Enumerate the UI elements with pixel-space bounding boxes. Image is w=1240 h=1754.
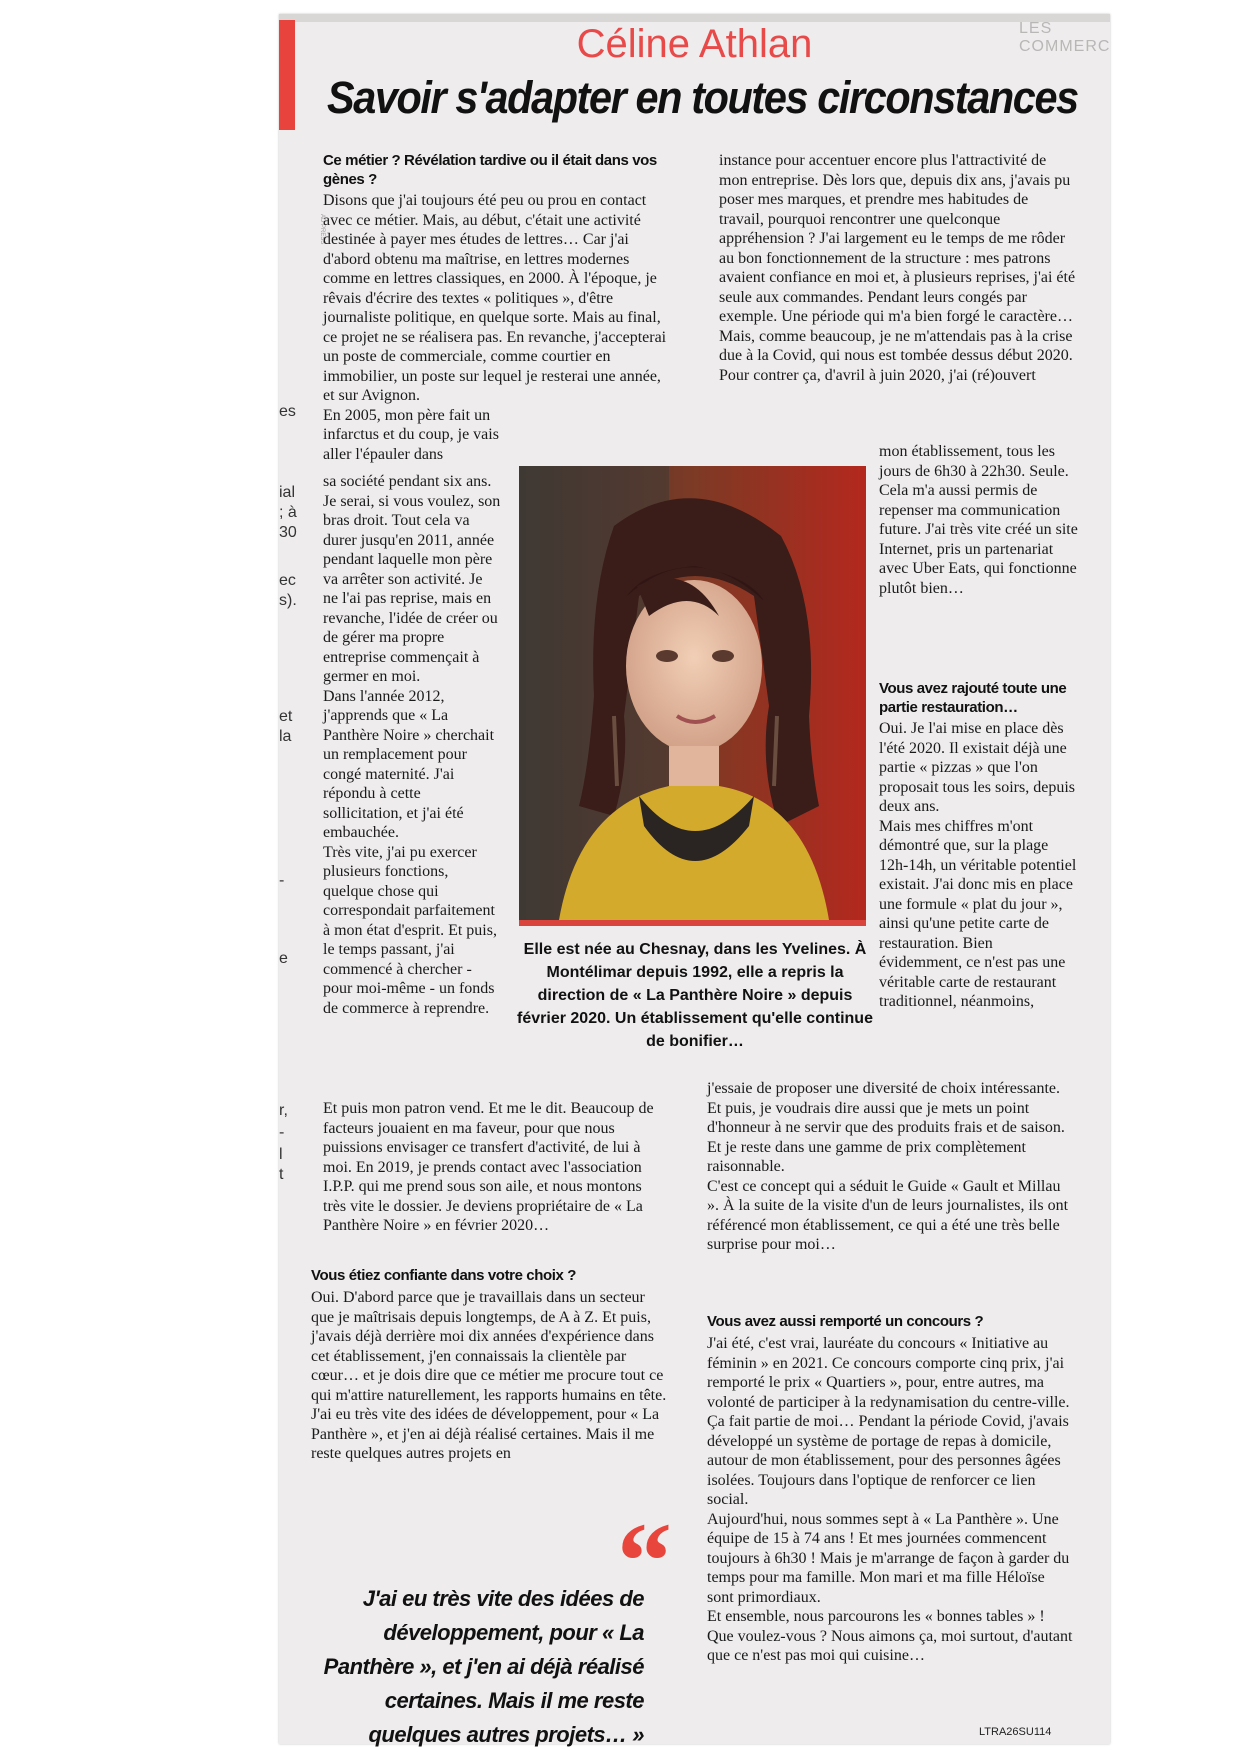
paragraph: Et puis, je voudrais dire aussi que je mets un point d'honneur à ne servir que des produits frais et de saison. Et je reste dans une gamme de prix complètement raisonnable. xyxy=(707,1099,1065,1175)
paragraph: Mais, comme beaucoup, je ne m'attendais pas à la crise due à la Covid, qui nous est tombée dessus début 2020. xyxy=(719,327,1073,364)
paragraph: Très vite, j'ai pu exercer plusieurs fonctions, quelque chose qui correspondait parfaitement à mon état d'esprit. Et puis, le temps passant, j'ai commencé à chercher - pour moi-même - un fonds de commerce à reprendre. xyxy=(323,843,497,1017)
photo-caption: Elle est née au Chesnay, dans les Yvelines. À Montélimar depuis 1992, elle a repris la direction de « La Panthère Noire » depuis février 2020. Un établissement qu'elle continue de bonifier… xyxy=(517,941,873,1050)
paragraph: C'est ce concept qui a séduit le Guide « Gault et Millau ». À la suite de la visite d'un de leurs journalistes, ils ont référencé mon établissement, ce qui a été une très belle surprise pour moi… xyxy=(707,1177,1069,1253)
interviewee-name: Céline Athlan xyxy=(576,22,813,66)
col1-answer2-text xyxy=(311,1288,669,1464)
margin-fragment: ec xyxy=(279,572,296,589)
question-4: Vous avez aussi remporté un concours ? xyxy=(707,1313,984,1330)
question-2: Vous étiez confiante dans votre choix ? xyxy=(311,1267,577,1284)
page-reference: LTRA26SU114 xyxy=(979,1726,1052,1738)
paragraph: Oui. D'abord parce que je travaillais dans un secteur que je maîtrisais depuis longtemps, de A à Z. Et puis, j'avais déjà derrière moi dix années d'expérience dans cet établissement, j'en connaissais la clientèle par cœur… et je dois dire que ce métier me procure tout ce qui m'attire naturellement, les rapports humains en tête. xyxy=(311,1289,667,1404)
portrait-photo xyxy=(519,466,866,926)
paragraph: Aujourd'hui, nous sommes sept à « La Panthère ». Une équipe de 15 à 74 ans ! Et mes journées commencent toujours à 6h30 ! Mais je m'arrange de façon à garder du temps pour ma famille. Mon mari et ma fille Héloïse sont primordiaux. xyxy=(707,1510,1070,1606)
quote-mark-icon: “ xyxy=(617,1500,672,1622)
photo-credit: AD PRESS xyxy=(319,214,325,245)
paragraph: J'ai été, c'est vrai, lauréate du concours « Initiative au féminin » en 2021. Ce concours comporte cinq prix, j'ai remporté le prix « Quartiers », pour, entre autres, ma volonté de participer à la redynamisation du centre-ville. xyxy=(707,1335,1070,1411)
portrait-illustration xyxy=(519,466,866,920)
margin-fragment: ial xyxy=(279,484,296,501)
paragraph: Dans l'année 2012, j'apprends que « La Panthère Noire » cherchait un remplacement pour congé maternité. J'ai répondu à cette sollicitation, et j'ai été embauchée. xyxy=(323,687,495,841)
question-3: Vous avez rajouté toute une partie restauration… xyxy=(879,680,1067,716)
paragraph: Oui. Je l'ai mise en place dès l'été 2020. Il existait déjà une partie « pizzas » que l'on proposait tous les soirs, depuis deux ans. xyxy=(879,720,1075,815)
margin-fragment: l xyxy=(279,1146,283,1163)
margin-fragment: la xyxy=(279,728,292,745)
margin-fragment: r, xyxy=(279,1102,288,1119)
margin-fragment: et xyxy=(279,708,293,725)
paragraph: j'essaie de proposer une diversité de choix intéressante. xyxy=(707,1080,1060,1097)
article-headline: Savoir s'adapter en toutes circonstances xyxy=(327,72,1078,123)
margin-fragment: e xyxy=(279,950,288,967)
paragraph: instance pour accentuer encore plus l'attractivité de mon entreprise. Dès lors que, depuis dix ans, j'avais pu poser mes marques, et prendre mes habitudes de travail, pourquoi rencontrer une quelconque appréhension ? J'ai largement eu le temps de me rôder au bon fonctionnement de la structure : mes patrons avaient confiance en moi et, à plusieurs reprises, j'ai été seule aux commandes. Pendant leurs congés par exemple. Une période qui m'a bien forgé le caractère… xyxy=(719,152,1076,325)
paragraph: Mais mes chiffres m'ont démontré que, sur la plage 12h-14h, un véritable potentiel existait. J'ai donc mis en place une formule « plat du jour », ainsi qu'une petite carte de restauration. Bien évidemment, ce n'est pas une véritable carte de restaurant traditionnel, néanmoins, xyxy=(879,817,1077,1010)
margin-fragment: s). xyxy=(279,592,297,609)
margin-fragment: 30 xyxy=(279,524,297,541)
col1-narrow-text xyxy=(323,472,501,1018)
pull-quote: J'ai eu très vite des idées de développement, pour « La Panthère », et j'en ai déjà réalisé certaines. Mais il me reste quelques autres projets… » xyxy=(323,1586,644,1747)
col2-narrow-text-2 xyxy=(879,719,1079,1012)
margin-fragment: ; à xyxy=(279,504,297,521)
question-1: Ce métier ? Révélation tardive ou il était dans vos gènes ? xyxy=(323,152,657,188)
paragraph: Disons que j'ai toujours été peu ou prou en contact avec ce métier. Mais, au début, c'était une activité destinée à payer mes études de lettres… Car j'ai d'abord obtenu ma maîtrise, en lettres modernes comme en lettres classiques, en 2000. À l'époque, je rêvais d'écrire des textes « politiques », d'être journaliste politique, en quelque sorte. Mais au final, ce projet ne se réalisera pas. En revanche, j'accepterai un poste de commerciale, comme courtier en immobilier, un poste sur lequel je resterai une année, et sur Avignon. xyxy=(323,192,667,404)
newspaper-clipping xyxy=(279,14,1111,1747)
col2-wide-text xyxy=(707,1079,1075,1255)
col2-answer4-text xyxy=(707,1334,1075,1666)
paragraph: sa société pendant six ans. Je serai, si vous voulez, son bras droit. Tout cela va durer jusqu'en 2011, année pendant laquelle mon père va arrêter son activité. Je ne l'ai pas reprise, mais en revanche, l'idée de créer ou de gérer ma propre entreprise commençait à germer en moi. xyxy=(323,473,501,685)
paragraph: Et ensemble, nous parcourons les « bonnes tables » ! Que voulez-vous ? Nous aimons ça, moi surtout, d'autant que ce n'est pas moi qui cuisine… xyxy=(707,1608,1073,1664)
col2-narrow-text-1: mon établissement, tous les jours de 6h30 à 22h30. Seule. Cela m'a aussi permis de repenser ma communication future. J'ai très vite créé un site Internet, pris un partenariat avec Uber Eats, qui fonctionne plutôt bien… xyxy=(879,443,1078,597)
col2-top-text xyxy=(719,151,1077,385)
paragraph: Pour contrer ça, d'avril à juin 2020, j'ai (ré)ouvert xyxy=(719,366,1036,384)
paragraph: Ça fait partie de moi… Pendant la période Covid, j'avais développé un système de portage de repas à domicile, autour de mon établissement, pour des personnes âgées isolées. Toujours dans l'optique de renforcer ce lien social. xyxy=(707,1413,1069,1508)
paragraph: En 2005, mon père fait un infarctus et du coup, je vais aller l'épauler dans xyxy=(323,406,499,463)
ghost-header-text: LES COMMERC xyxy=(1019,20,1111,55)
col1-top-text xyxy=(323,191,675,464)
margin-fragment: t xyxy=(279,1166,284,1183)
clipping-top-edge xyxy=(279,14,1110,22)
margin-fragment: - xyxy=(279,1124,285,1141)
paragraph: J'ai eu très vite des idées de développement, pour « La Panthère », et j'en ai déjà réalisé certaines. Mais il me reste quelques autres projets en xyxy=(311,1406,660,1462)
col1-bottom-text: Et puis mon patron vend. Et me le dit. Beaucoup de facteurs jouaient en ma faveur, pour que nous puissions envisager ce transfert d'activité, de lui à moi. En 2019, je prends contact avec l'association I.P.P. qui me prend sous son aile, et nous montons très vite le dossier. Je deviens propriétaire de « La Panthère Noire » en février 2020… xyxy=(323,1100,654,1234)
margin-fragment: es xyxy=(279,403,296,420)
margin-fragment: - xyxy=(279,872,285,889)
